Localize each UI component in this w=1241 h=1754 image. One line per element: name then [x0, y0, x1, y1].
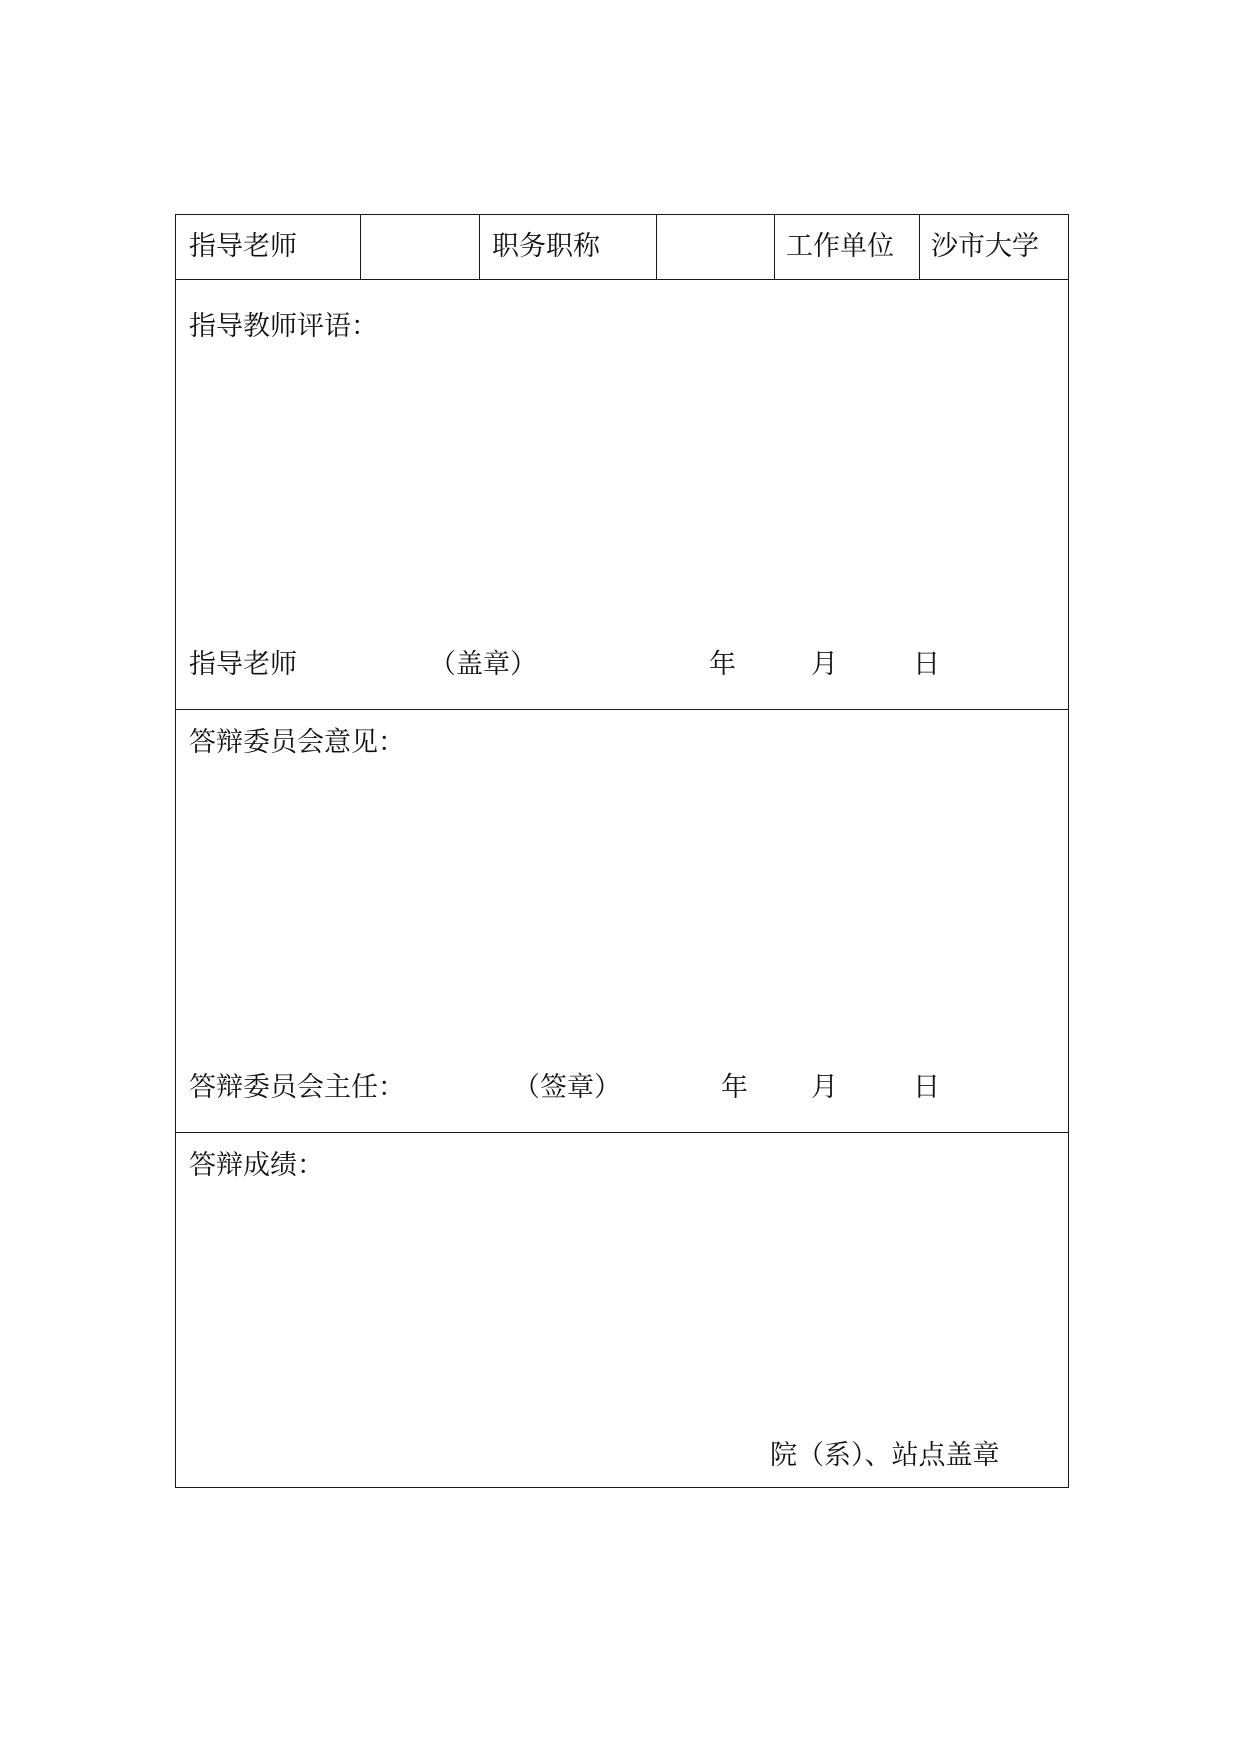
department-stamp-hint: 院（系）、站点盖章: [770, 1440, 1000, 1471]
advisor-comments-heading: 指导教师评语：: [189, 311, 378, 342]
evaluation-form-table: [175, 214, 1069, 1488]
advisor-month-label: 月: [811, 649, 838, 680]
position-title-label: 职务职称: [492, 231, 600, 262]
row-divider: [176, 1132, 1068, 1133]
work-unit-label: 工作单位: [786, 231, 894, 262]
committee-day-label: 日: [913, 1072, 940, 1103]
committee-year-label: 年: [721, 1072, 748, 1103]
header-divider: [479, 215, 480, 279]
row-divider: [176, 279, 1068, 280]
committee-month-label: 月: [811, 1072, 838, 1103]
committee-stamp-hint: （签章）: [513, 1072, 621, 1103]
work-unit-value[interactable]: 沙市大学: [931, 231, 1039, 262]
advisor-stamp-hint: （盖章）: [429, 649, 537, 680]
advisor-year-label: 年: [709, 649, 736, 680]
defense-grade-heading: 答辩成绩：: [189, 1150, 324, 1181]
advisor-label: 指导老师: [189, 231, 297, 262]
row-divider: [176, 709, 1068, 710]
header-divider: [919, 215, 920, 279]
advisor-day-label: 日: [913, 649, 940, 680]
committee-opinion-heading: 答辩委员会意见：: [189, 727, 405, 758]
advisor-sign-label: 指导老师: [189, 649, 297, 680]
header-divider: [360, 215, 361, 279]
committee-chair-label: 答辩委员会主任：: [189, 1072, 405, 1103]
header-divider: [656, 215, 657, 279]
header-divider: [774, 215, 775, 279]
